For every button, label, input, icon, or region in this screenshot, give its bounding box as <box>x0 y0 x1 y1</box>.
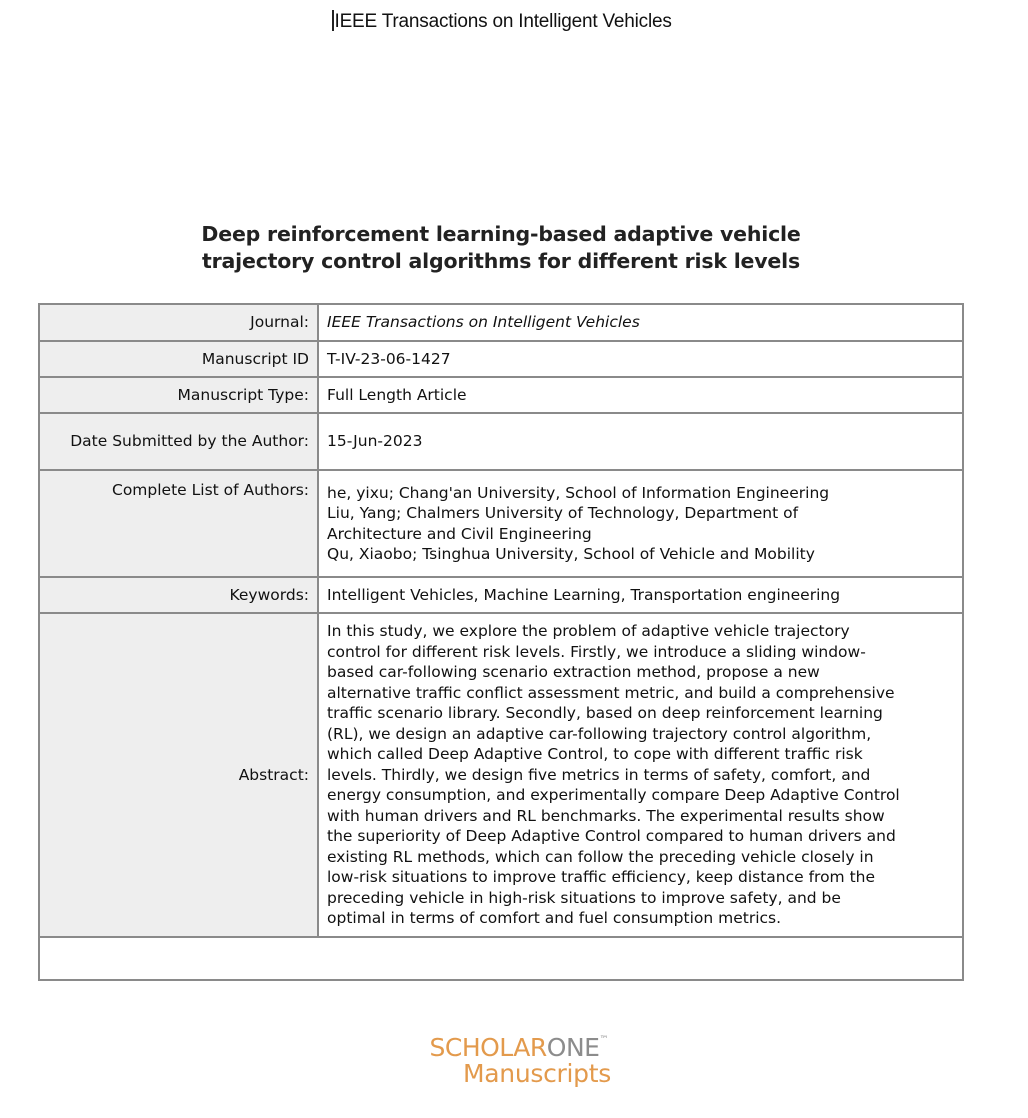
abstract-line: existing RL methods, which can follow the preceding vehicle closely in <box>327 847 874 866</box>
abstract-line: In this study, we explore the problem of adaptive vehicle trajectory <box>327 622 850 641</box>
journal-value: IEEE Transactions on Intelligent Vehicles <box>318 304 963 341</box>
running-header <box>332 10 672 33</box>
scholarone-logo <box>427 1033 611 1088</box>
running-header-journal: IEEE Transactions on Intelligent Vehicles <box>334 11 672 32</box>
logo-manuscripts-text: Manuscripts <box>463 1059 611 1088</box>
abstract-row <box>39 613 963 937</box>
authors-row <box>39 470 963 577</box>
manuscript-metadata-table <box>38 303 964 981</box>
manuscript-id-row <box>39 341 963 377</box>
manuscript-type-value: Full Length Article <box>318 377 963 413</box>
manuscript-id-label: Manuscript ID <box>39 341 318 377</box>
abstract-line: levels. Thirdly, we design five metrics in terms of safety, comfort, and <box>327 765 871 784</box>
date-submitted-value: 15-Jun-2023 <box>318 413 963 470</box>
journal-row <box>39 304 963 341</box>
abstract-line: preceding vehicle in high-risk situations to improve safety, and be <box>327 888 841 907</box>
empty-footer-cell <box>39 937 963 980</box>
abstract-line: energy consumption, and experimentally compare Deep Adaptive Control <box>327 786 900 805</box>
manuscript-type-row <box>39 377 963 413</box>
abstract-line: traffic scenario library. Secondly, based on deep reinforcement learning <box>327 704 883 723</box>
keywords-label: Keywords: <box>39 577 318 613</box>
abstract-line: (RL), we design an adaptive car-following trajectory control algorithm, <box>327 724 872 743</box>
paper-title-line-1: Deep reinforcement learning-based adaptive vehicle <box>201 222 801 246</box>
abstract-label: Abstract: <box>39 613 318 937</box>
date-submitted-row <box>39 413 963 470</box>
empty-footer-row <box>39 937 963 980</box>
authors-value <box>318 470 963 577</box>
keywords-row <box>39 577 963 613</box>
keywords-value: Intelligent Vehicles, Machine Learning, Transportation engineering <box>318 577 963 613</box>
manuscript-type-label: Manuscript Type: <box>39 377 318 413</box>
abstract-line: with human drivers and RL benchmarks. The experimental results show <box>327 806 885 825</box>
author-line: Qu, Xiaobo; Tsinghua University, School of Vehicle and Mobility <box>327 545 815 563</box>
author-line: he, yixu; Chang'an University, School of Information Engineering <box>327 483 830 502</box>
abstract-line: low-risk situations to improve traffic efficiency, keep distance from the <box>327 868 876 887</box>
logo-trademark: ™ <box>599 1035 609 1045</box>
journal-label: Journal: <box>39 304 318 341</box>
author-line: Architecture and Civil Engineering <box>327 524 592 543</box>
paper-title <box>0 221 1002 275</box>
abstract-line: optimal in terms of comfort and fuel consumption metrics. <box>327 909 782 928</box>
date-submitted-label: Date Submitted by the Author: <box>39 413 318 470</box>
author-line: Liu, Yang; Chalmers University of Technology, Department of <box>327 504 799 522</box>
abstract-line: alternative traffic conflict assessment metric, and build a comprehensive <box>327 683 895 702</box>
text-cursor <box>332 10 334 31</box>
manuscript-id-value: T-IV-23-06-1427 <box>318 341 963 377</box>
logo-one-text: ONE <box>546 1033 600 1062</box>
paper-title-line-2: trajectory control algorithms for different risk levels <box>202 249 800 273</box>
abstract-line: the superiority of Deep Adaptive Control compared to human drivers and <box>327 827 896 846</box>
authors-label: Complete List of Authors: <box>39 470 318 577</box>
abstract-line: control for different risk levels. Firstly, we introduce a sliding window- <box>327 642 866 661</box>
logo-scholar-text: SCHOLAR <box>429 1033 547 1062</box>
abstract-line: which called Deep Adaptive Control, to cope with different traffic risk <box>327 745 863 764</box>
abstract-value <box>318 613 963 937</box>
abstract-line: based car-following scenario extraction method, propose a new <box>327 663 820 682</box>
